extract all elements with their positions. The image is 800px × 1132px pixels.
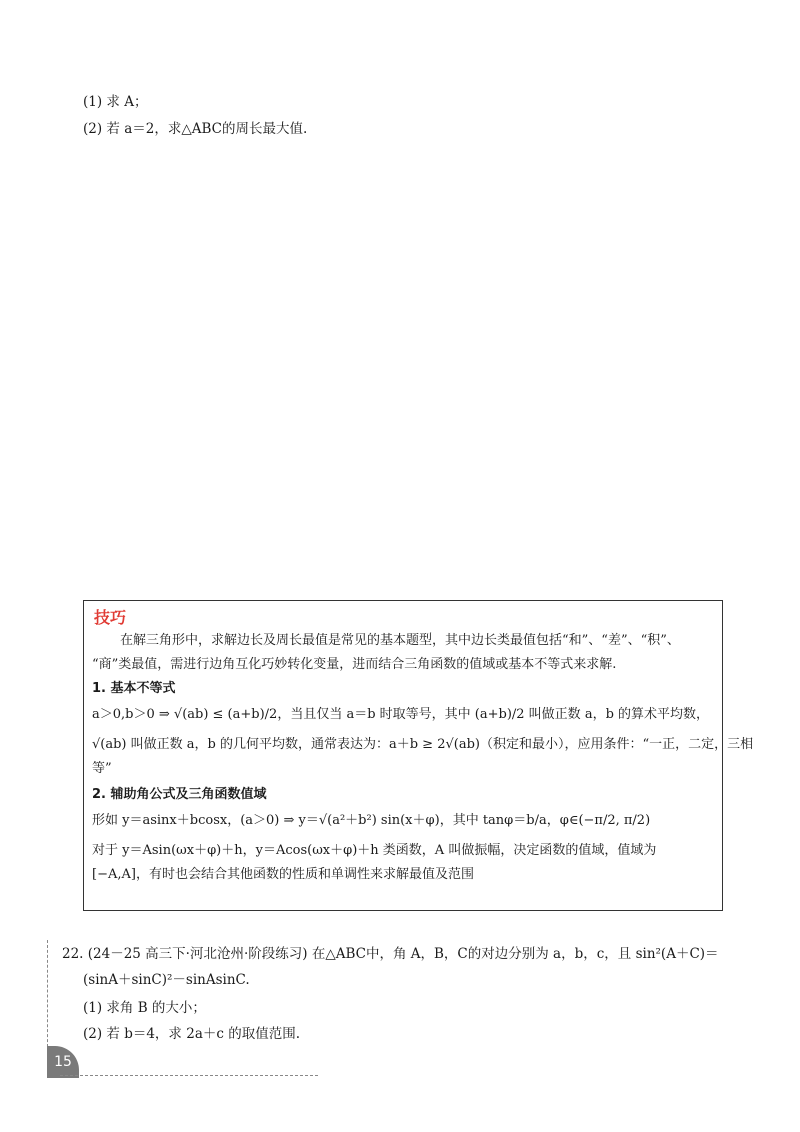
question-22-line-2: (sinA＋sinC)²－sinAsinC. — [83, 972, 250, 988]
question-part-1: (1) 求 A； — [83, 94, 148, 110]
margin-dashed-line-horizontal — [60, 1075, 318, 1076]
tip-line-5: 对于 y＝Asin(ωx＋φ)＋h，y＝Acos(ωx＋φ)＋h 类函数，A 叫做振幅，决定函数的值域，值域为 — [92, 843, 657, 858]
tip-line-3: 等” — [92, 761, 112, 776]
margin-dashed-line-vertical — [47, 940, 48, 1052]
tip-intro-line-1: 在解三角形中，求解边长及周长最值是常见的基本题型，其中边长类最值包括“和”、“差”、“积”、 — [120, 633, 680, 648]
tip-intro-line-2: “商”类最值，需进行边角互化巧妙转化变量，进而结合三角函数的值域或基本不等式来求解. — [92, 657, 617, 672]
question-22-part-1: (1) 求角 B 的大小； — [83, 1000, 206, 1016]
tip-box — [83, 600, 754, 911]
question-22-line-1: 22. (24－25 高三下·河北沧州·阶段练习) 在△ABC中，角 A，B，C的对边分别为 a，b，c，且 sin²(A＋C)＝ — [62, 946, 719, 962]
tip-line-1: a＞0,b＞0 ⇒ √(ab) ≤ (a+b)/2，当且仅当 a＝b 时取等号，其中 (a+b)/2 叫做正数 a，b 的算术平均数， — [92, 707, 710, 722]
tip-line-2: √(ab) 叫做正数 a，b 的几何平均数，通常表达为：a＋b ≥ 2√(ab)（积定和最小），应用条件：“一正，二定，三相 — [92, 737, 754, 752]
tip-title: 技巧 — [94, 608, 127, 627]
tip-line-4: 形如 y＝asinx＋bcosx，(a＞0) ⇒ y＝√(a²＋b²) sin(x＋φ)，其中 tanφ＝b/a，φ∈(−π/2, π/2) — [92, 813, 651, 828]
tip-heading-1: 1. 基本不等式 — [92, 681, 176, 696]
page-number-badge: 15 — [47, 1046, 79, 1078]
tip-line-6: [−A,A]，有时也会结合其他函数的性质和单调性来求解最值及范围 — [92, 867, 474, 882]
tip-heading-2: 2. 辅助角公式及三角函数值域 — [92, 787, 267, 802]
question-part-2: (2) 若 a＝2，求△ABC的周长最大值. — [83, 121, 308, 137]
question-22-part-2: (2) 若 b＝4，求 2a＋c 的取值范围. — [83, 1026, 301, 1042]
